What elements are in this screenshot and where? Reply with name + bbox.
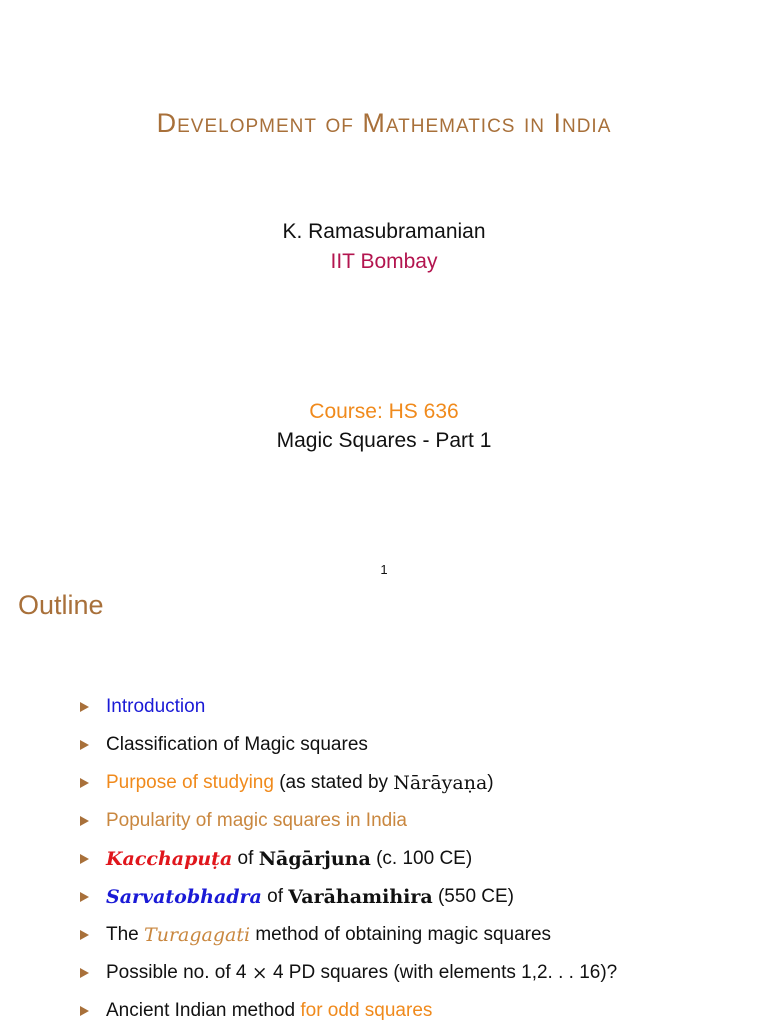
outline-heading: Outline [18,590,104,620]
list-item-text[interactable]: Introduction [106,696,206,717]
list-item-text: Popularity of magic squares in India [106,810,407,831]
list-item [80,840,750,878]
list-item-text: Classification of Magic squares [106,734,368,755]
list-item [80,916,750,954]
list-item-text: of [261,886,289,907]
list-item-text: ) [487,772,494,793]
course-code: Course: HS 636 [309,400,459,423]
list-item-text: (c. 100 CE) [370,848,473,869]
page-number: 1 [380,562,388,577]
triangle-bullet-icon [80,702,89,712]
list-item-text: 4 PD squares (with elements 1,2. . . 16)? [267,962,618,983]
triangle-bullet-icon [80,740,89,750]
lecture-subtitle: Magic Squares - Part 1 [276,429,492,452]
times-symbol: × [251,962,268,984]
list-item [80,688,750,726]
triangle-bullet-icon [80,816,89,826]
list-item [80,992,750,1030]
list-item [80,802,750,840]
list-item-name: Nāgārjuna [258,848,371,870]
author-name: K. Ramasubramanian [282,220,486,243]
triangle-bullet-icon [80,930,89,940]
list-item [80,726,750,764]
list-item-text: (550 CE) [432,886,515,907]
list-item-highlight: Purpose of studying [106,772,274,793]
list-item [80,764,750,802]
list-item-text: of [232,848,259,869]
list-item-text: Possible no. of 4 [106,962,252,983]
presentation-title: Development of Mathematics in India [156,108,612,138]
list-item [80,878,750,916]
list-item [80,954,750,992]
triangle-bullet-icon [80,892,89,902]
triangle-bullet-icon [80,968,89,978]
list-item-term: Turagagati [144,924,251,946]
triangle-bullet-icon [80,854,89,864]
list-item-term: Kacchapuṭa [106,848,233,870]
list-item-text: Ancient Indian method [106,1000,301,1021]
triangle-bullet-icon [80,1006,89,1016]
list-item-text: method of obtaining magic squares [250,924,552,945]
list-item-name: Nārāyaṇa [393,772,488,794]
outline-list [80,688,750,1030]
institution-name: IIT Bombay [330,250,438,273]
triangle-bullet-icon [80,778,89,788]
list-item-text: (as stated by [273,772,394,793]
list-item-text: The [106,924,145,945]
list-item-highlight: for odd squares [300,1000,433,1021]
list-item-name: Varāhamihira [288,886,433,908]
list-item-term: Sarvatobhadra [106,886,262,908]
